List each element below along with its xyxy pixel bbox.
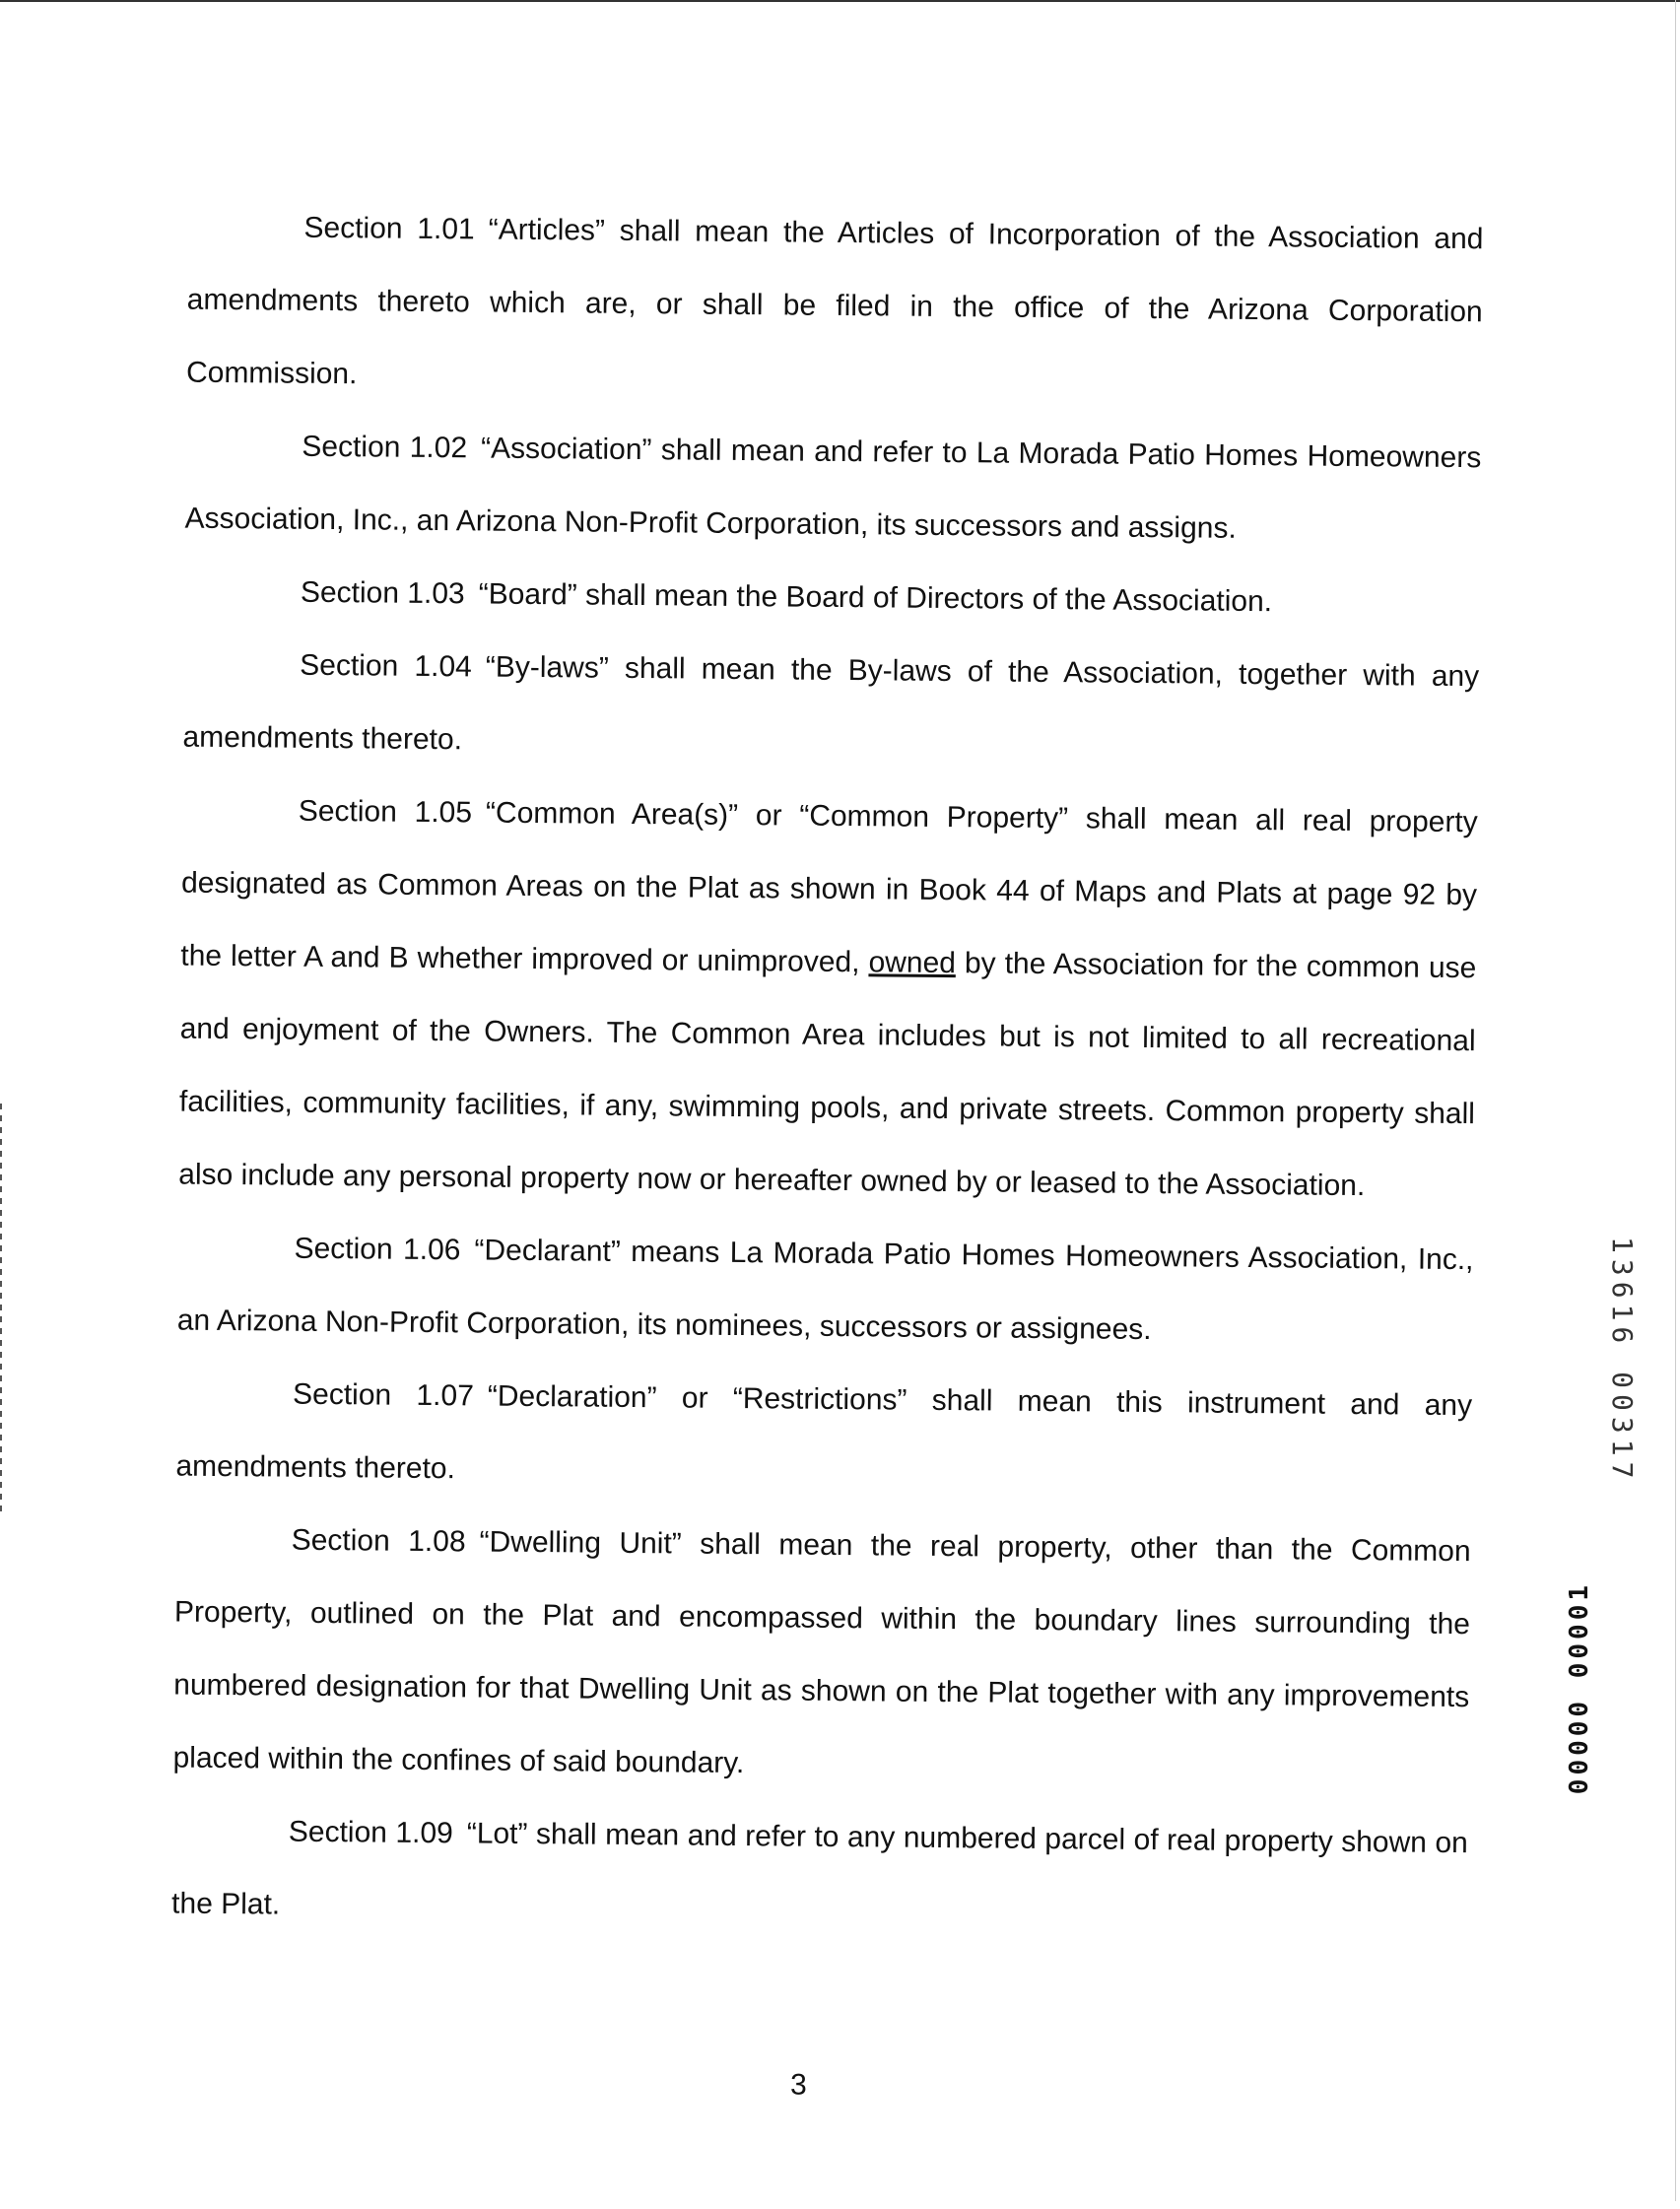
section-text: “Association” shall mean and refer to La Morada Patio Homes Homeowners Association, Inc., an Arizona Non-Profit Corporation, its successors and assigns. xyxy=(184,432,1482,545)
section-text: “Articles” shall mean the Articles of Incorporation of the Association and amendments thereto which are, or shall be filed in the office of the Arizona Corporation Commission. xyxy=(185,213,1484,391)
section-1-08 xyxy=(172,1504,1471,1808)
section-number: Section 1.03 xyxy=(300,575,465,611)
section-1-02 xyxy=(184,410,1481,569)
section-number: Section 1.09 xyxy=(288,1815,453,1850)
section-text: “By-laws” shall mean the By-laws of the Association, together with any amendments thereto. xyxy=(182,650,1480,757)
section-1-09 xyxy=(171,1795,1468,1954)
section-number: Section 1.02 xyxy=(302,430,468,465)
section-1-07 xyxy=(175,1358,1472,1516)
definitions-body xyxy=(171,191,1484,1954)
section-number: Section 1.04 xyxy=(300,648,472,684)
section-1-01 xyxy=(186,191,1484,423)
section-number: Section 1.08 xyxy=(291,1523,466,1559)
section-text: “Declarant” means La Morada Patio Homes Homeowners Association, Inc., an Arizona Non-Profit Corporation, its nominees, successors or assignees. xyxy=(176,1234,1474,1347)
section-text: “Declaration” or “Restrictions” shall mean this instrument and any amendments thereto. xyxy=(175,1379,1473,1486)
section-number: Section 1.05 xyxy=(298,794,473,830)
section-1-04 xyxy=(182,629,1479,787)
section-number: Section 1.01 xyxy=(303,211,475,246)
section-1-03 xyxy=(184,556,1481,641)
section-text: “Lot” shall mean and refer to any numbered parcel of real property shown on the Plat. xyxy=(170,1817,1468,1921)
section-1-06 xyxy=(176,1212,1473,1371)
section-text: “Common Area(s)” or “Common Property” shall mean all real property designated as Common Areas on the Plat as shown in Book 44 of Maps and Plats at page 92 by the letter A and B whether improved or unimproved, xyxy=(180,796,1478,979)
recording-stamp: 13616 00317 xyxy=(1606,1237,1639,1485)
section-text: “Board” shall mean the Board of Directors of the Association. xyxy=(478,577,1273,619)
section-text-continued: by the Association for the common use and enjoyment of the Owners. The Common Area includes but is not limited to all recreational facilities, community facilities, if any, swimming pools, and private streets. Common property shall also include any personal property now or hereafter owned by or leased to the Association. xyxy=(178,947,1477,1203)
recording-stamp-barcode: 00000 00001 xyxy=(1565,1581,1594,1795)
section-1-05 xyxy=(178,774,1478,1225)
page-number: 3 xyxy=(789,2068,807,2102)
section-text: “Dwelling Unit” shall mean the real property, other than the Common Property, outlined on the Plat and encompassed within the boundary lines surrounding the numbered designation for that Dwelling Unit as shown on the Plat together with any improvements placed within the confines of said boundary. xyxy=(172,1525,1471,1780)
underlined-word: owned xyxy=(868,946,957,980)
section-number: Section 1.07 xyxy=(292,1377,475,1413)
section-number: Section 1.06 xyxy=(294,1232,461,1267)
